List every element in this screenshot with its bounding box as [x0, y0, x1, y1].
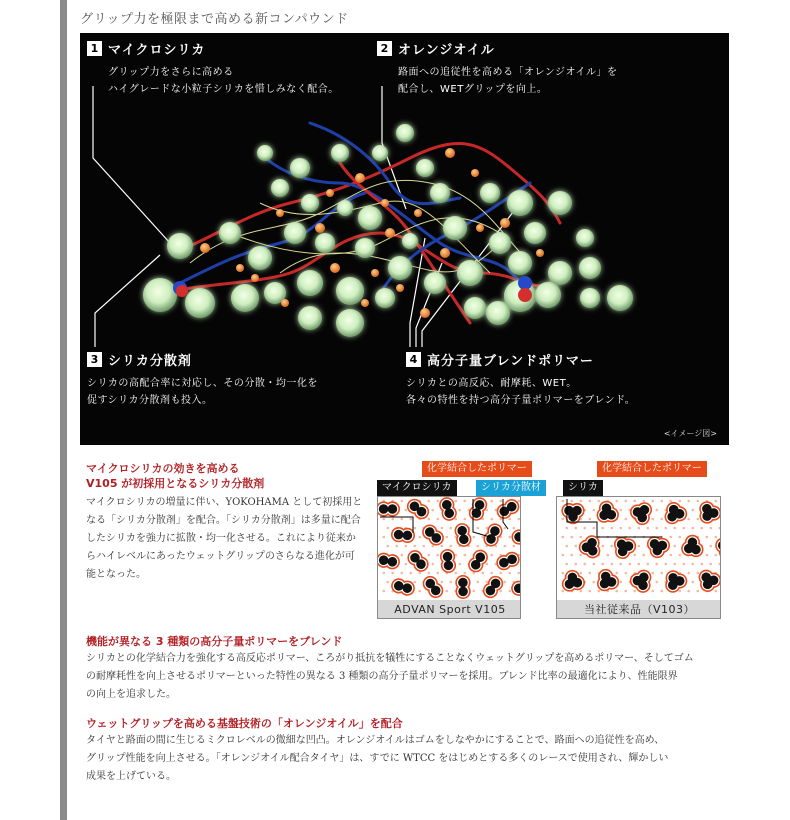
body-line: の向上を追求した。: [86, 689, 176, 700]
section1-body: [86, 494, 366, 584]
body-line: グリップ性能を向上させる。「オレンジオイル配合タイヤ」は、すでに WTCC をはじめとする多くのレースで使用され、輝かしい: [86, 753, 669, 764]
body-line: マイクロシリカの増量に伴い、YOKOHAMA として初採用と: [86, 497, 363, 508]
tag-silica: シリカ: [563, 480, 603, 496]
callout-orange-oil: [377, 38, 618, 98]
body-line: シリカとの化学結合力を強化する高反応ポリマー、ころがり抵抗を犠牲にすることなくウェットグリップを高めるポリマー、そしてゴム: [86, 653, 694, 664]
section2-body: [86, 650, 722, 704]
tag-silica-dispersant: シリカ分散材: [476, 480, 546, 496]
section2-heading: 機能が異なる 3 種類の高分子量ポリマーをブレンド: [86, 635, 343, 648]
body-line: なる「シリカ分散剤」を配合。「シリカ分散剤」は多量に配合: [86, 515, 361, 526]
callout-line: シリカとの高反応、耐摩耗、WET。: [406, 378, 577, 389]
callout-title: マイクロシリカ: [108, 43, 206, 58]
tag-bonded-polymer-v103: 化学結合したポリマー: [597, 461, 707, 477]
callout-micro-silica: [87, 38, 339, 98]
callout-number: 4: [406, 352, 421, 367]
heading-line: V105 が初採用となるシリカ分散剤: [86, 477, 265, 490]
body-line: らハイレベルにあったウェットグリップのさらなる進化が可: [86, 551, 355, 562]
section3-heading: ウェットグリップを高める基盤技術の「オレンジオイル」を配合: [86, 717, 403, 730]
callout-line: 路面への追従性を高める「オレンジオイル」を: [398, 67, 618, 78]
v105-particle-pattern: [378, 497, 521, 600]
body-line: の耐摩耗性を向上させるポリマーといった特性の異なる 3 種類の高分子量ポリマーを採用。ブレンド比率の最適化により、性能限界: [86, 671, 678, 682]
callout-line: 各々の特性を持つ高分子量ポリマーをブレンド。: [406, 395, 636, 406]
tag-bonded-polymer-v105: 化学結合したポリマー: [422, 461, 532, 477]
compound-diagram: [80, 33, 729, 445]
body-line: したシリカを強力に拡散・均一化させる。これにより従来か: [86, 533, 356, 544]
caption-v103: 当社従来品（V103）: [557, 600, 721, 619]
section1-heading: [86, 461, 366, 491]
panel-v105: [377, 496, 521, 619]
callout-title: シリカ分散剤: [108, 354, 192, 369]
callout-number: 2: [377, 41, 392, 56]
callout-number: 3: [87, 352, 102, 367]
left-accent-bar: [60, 0, 67, 820]
v103-particle-pattern: [557, 497, 721, 600]
image-note: <イメージ図>: [663, 429, 717, 438]
panel-v103: [556, 496, 721, 619]
callout-line: グリップ力をさらに高める: [108, 67, 234, 78]
callout-line: 促すシリカ分散剤も投入。: [87, 395, 213, 406]
body-line: 能となった。: [86, 569, 146, 580]
callout-line: シリカの高配合率に対応し、その分散・均一化を: [87, 378, 318, 389]
tag-micro-silica: マイクロシリカ: [377, 480, 457, 496]
callout-silica-dispersant: [87, 349, 318, 409]
caption-v105: ADVAN Sport V105: [378, 600, 521, 619]
callout-line: 配合し、WETグリップを向上。: [398, 84, 548, 95]
callout-line: ハイグレードな小粒子シリカを惜しみなく配合。: [108, 84, 339, 95]
body-line: 成果を上げている。: [86, 771, 176, 782]
callout-title: 高分子量ブレンドポリマー: [427, 354, 594, 369]
callout-number: 1: [87, 41, 102, 56]
page-title: グリップ力を極限まで高める新コンパウンド: [80, 12, 349, 27]
heading-line: マイクロシリカの効きを高める: [86, 462, 240, 475]
callout-polymer-blend: [406, 349, 635, 409]
section3-body: [86, 732, 722, 786]
callout-title: オレンジオイル: [398, 43, 495, 58]
body-line: タイヤと路面の間に生じるミクロレベルの微細な凹凸。オレンジオイルはゴムをしなやかにすることで、路面への追従性を高め、: [86, 735, 665, 746]
